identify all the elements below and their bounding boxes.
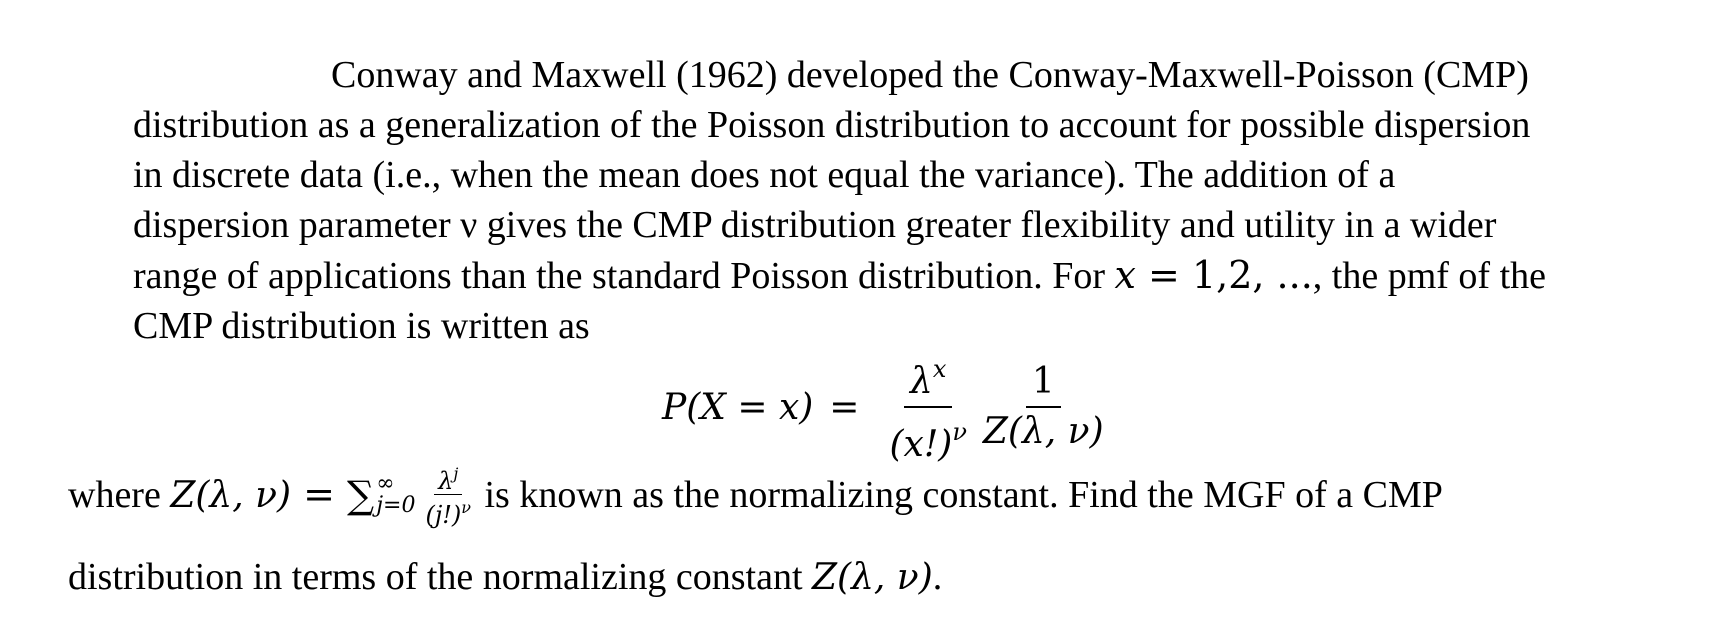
fraction-lambda-over-factorial [883, 345, 972, 469]
pmf-equation [662, 352, 1112, 465]
summand-fraction [421, 461, 475, 528]
fraction-numerator: 1 [1026, 358, 1061, 408]
paragraph-line: Conway and Maxwell (1962) developed the Conway-Maxwell-Poisson (CMP) [331, 54, 1529, 96]
paragraph-line [133, 200, 1713, 250]
support-values: = 1,2, ... [1135, 253, 1313, 297]
equation-lhs: P(X = x) [662, 386, 814, 428]
text-fragment: range of applications than the standard Poisson distribution. For [133, 255, 1115, 297]
text-fragment: dispersion parameter [133, 204, 461, 246]
sum-lower-limit: j=0 [376, 492, 416, 518]
equals-sign: = [291, 472, 348, 517]
summation-expression [347, 461, 475, 528]
paragraph-line [133, 250, 1713, 301]
paragraph-line: CMP distribution is written as [133, 305, 590, 347]
fraction-numerator: $\lambda^x$ [904, 345, 952, 408]
text-fragment: distribution in terms of the normalizing constant [68, 556, 813, 598]
period: . [932, 556, 943, 598]
fraction-one-over-z [977, 358, 1110, 456]
fraction-denominator: Z(λ, ν) [982, 411, 1104, 452]
text-fragment: gives the CMP distribution greater flexibility and utility in a wider [477, 204, 1497, 246]
fraction-numerator: $\lambda^j$ [434, 461, 462, 495]
text-fragment: is known as the normalizing constant. Find the MGF of a CMP [475, 474, 1443, 517]
sigma-symbol: ∑ [347, 472, 375, 517]
text-fragment: where [68, 474, 171, 517]
nu-symbol: ν [460, 204, 478, 246]
text-fragment: , the pmf of the [1312, 255, 1547, 297]
normalizing-constant-line [68, 465, 1708, 532]
z-function: Z(λ, ν) [170, 475, 292, 517]
sum-limits [376, 470, 416, 518]
paragraph-line: in discrete data (i.e., when the mean does not equal the variance). The addition of a [133, 154, 1396, 196]
z-function: Z(λ, ν) [812, 557, 933, 598]
x-variable: x [1114, 253, 1136, 297]
sum-upper-limit: ∞ [376, 470, 395, 496]
equals-sign: = [829, 386, 860, 428]
paragraph-line: distribution as a generalization of the Poisson distribution to account for possible dispersion [133, 104, 1531, 146]
fraction-denominator: $(j!)^\nu$ [425, 498, 471, 529]
question-line [68, 552, 942, 603]
fraction-denominator: $(x!)^\nu$ [889, 418, 967, 465]
intro-paragraph [133, 50, 1713, 351]
